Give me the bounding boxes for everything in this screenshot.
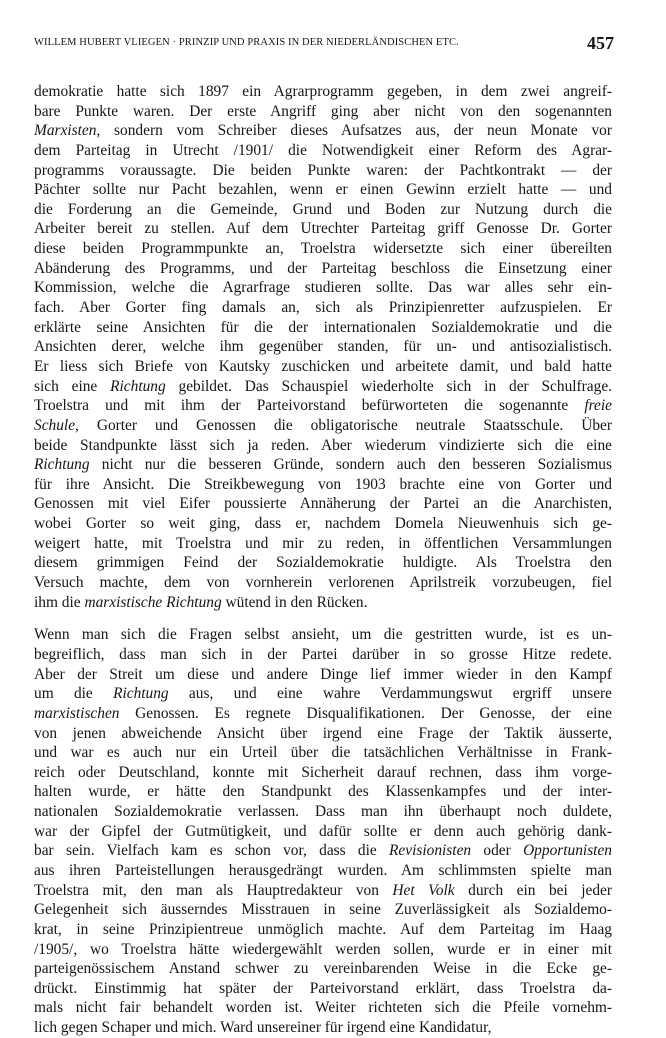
text-line: weigert hatte, mit Troelstra und mir zu reden, in öffentlichen Versammlungen <box>34 534 612 552</box>
text-line: Gelegenheit sich äusserndes Misstrauen in seine Zuverlässigkeit als Sozialdemo- <box>34 901 612 919</box>
text-line: Wenn man sich die Fragen selbst ansieht, um die gestritten wurde, ist es un- <box>34 626 612 644</box>
text-line: Arbeiter bereit zu stellen. Auf dem Utrechter Parteitag griff Genosse Dr. Gorter <box>34 220 612 238</box>
text-line: Pächter sollte nur Pacht bezahlen, wenn er einen Gewinn erzielt hatte — und <box>34 181 612 199</box>
text-line: reich oder Deutschland, konnte mit Sicherheit darauf rechnen, dass ihm vorge- <box>34 763 612 781</box>
text-line: begreiflich, dass man sich in der Partei darüber in so grosse Hitze redete. <box>34 645 612 663</box>
text-line: und war es auch nur ein Urteil über die tatsächlichen Verhältnisse in Frank- <box>34 744 612 762</box>
running-head: WILLEM HUBERT VLIEGEN · PRINZIP UND PRAXIS IN DER NIEDERLÄNDISCHEN ETC. <box>34 37 459 48</box>
emphasis: Richtung <box>34 456 90 474</box>
emphasis: Het Volk <box>392 881 455 899</box>
text-line: lich gegen Schaper und mich. Ward unsereiner für irgend eine Kandidatur, <box>34 1019 492 1037</box>
text-line: krat, in seine Prinzipientreue unmöglich machte. Auf dem Parteitag im Haag <box>34 920 612 938</box>
text-line: ihm die marxistische Richtung wütend in den Rücken. <box>34 593 368 611</box>
text-line: aus ihren Parteistellungen herausgedrängt wurden. Am schlimmsten spielte man <box>34 861 612 879</box>
text-line: marxistischen Genossen. Es regnete Disqualifikationen. Der Genosse, der eine <box>34 704 612 722</box>
paragraph-gap <box>34 612 612 625</box>
text-line: nationalen Sozialdemokratie verlassen. Dass man ihn überhaupt noch duldete, <box>34 803 612 821</box>
text-line: beide Standpunkte lässt sich ja reden. Aber wiederum vindizierte sich die eine <box>34 436 612 454</box>
emphasis: marxistischen <box>34 704 120 722</box>
text-line: um die Richtung aus, und eine wahre Verdammungswut ergriff unsere <box>34 685 612 703</box>
text-line: programms voraussagte. Die beiden Punkte waren: der Pachtkontrakt — der <box>34 161 612 179</box>
text-line: dem Parteitag in Utrecht /1901/ die Notwendigkeit einer Reform des Agrar- <box>34 141 612 159</box>
body-text <box>34 82 612 1038</box>
text-line: Richtung nicht nur die besseren Gründe, sondern auch den besseren Sozialismus <box>34 456 612 474</box>
text-line: Troelstra und mit ihm der Parteivorstand befürworteten die sogenannte freie <box>34 397 612 415</box>
text-line: für ihre Ansicht. Die Streikbewegung von 1903 brachte eine von Gorter und <box>34 475 612 493</box>
text-line: Abänderung des Programms, und der Parteitag beschloss die Einsetzung einer <box>34 259 612 277</box>
emphasis: Revisionisten <box>389 842 472 860</box>
emphasis: Richtung <box>110 377 166 395</box>
paragraph <box>34 82 612 612</box>
paragraph <box>34 625 612 1037</box>
text-line: fach. Aber Gorter fing damals an, sich als Prinzipienretter aufzuspielen. Er <box>34 299 612 317</box>
text-line: erklärte seine Ansichten für die der internationalen Sozialdemokratie und die <box>34 318 612 336</box>
text-line: /1905/, wo Troelstra hätte wiedergewählt werden sollen, wurde er in einer mit <box>34 940 612 958</box>
text-line: die Forderung an die Gemeinde, Grund und Boden zur Nutzung durch die <box>34 200 612 218</box>
emphasis: freie <box>584 397 612 415</box>
text-line: Marxisten, sondern vom Schreiber dieses Aufsatzes aus, der neun Monate vor <box>34 122 612 140</box>
text-line: Schule, Gorter und Genossen die obligatorische neutrale Staatsschule. Über <box>34 416 612 434</box>
text-line: mals nicht fair behandelt worden ist. Weiter richteten sich die Pfeile vornehm- <box>34 999 612 1017</box>
text-line: demokratie hatte sich 1897 ein Agrarprogramm gegeben, in dem zwei angreif- <box>34 83 612 100</box>
text-line: Kommission, welche die Agrarfrage studieren sollte. Das war alles sehr ein- <box>34 279 612 297</box>
emphasis: Opportunisten <box>523 842 612 860</box>
emphasis: Marxisten <box>34 122 97 140</box>
emphasis: marxistische Richtung <box>84 593 222 611</box>
text-line: halten wurde, er hätte den Standpunkt des Klassenkampfes und der inter- <box>34 783 612 801</box>
text-line: diesem grimmigen Feind der Sozialdemokratie huldigte. Als Troelstra den <box>34 554 612 572</box>
emphasis: Richtung <box>113 685 169 703</box>
text-line: bar sein. Vielfach kam es schon vor, dass die Revisionisten oder Opportunisten <box>34 842 612 860</box>
text-line: war der Gipfel der Gutmütigkeit, und dafür sollte er denn auch gehörig dank- <box>34 822 612 840</box>
text-line: drückt. Einstimmig hat später der Parteivorstand erklärt, dass Troelstra da- <box>34 979 612 997</box>
text-line: von jenen abweichende Ansicht über irgend eine Frage der Taktik äusserte, <box>34 724 612 742</box>
text-line: diese beiden Programmpunkte an, Troelstra widersetzte sich einer übereilten <box>34 240 612 258</box>
text-line: parteigenössischem Anstand schwer zu vereinbarenden Weise in die Ecke ge- <box>34 960 612 978</box>
page-header <box>34 33 614 55</box>
text-line: Troelstra mit, den man als Hauptredakteur von Het Volk durch ein bei jeder <box>34 881 612 899</box>
page-number: 457 <box>587 33 614 53</box>
text-line: wobei Gorter so weit ging, dass er, nachdem Domela Nieuwenhuis sich ge- <box>34 515 612 533</box>
text-line: Er liess sich Briefe von Kautsky zuschicken und arbeitete damit, und bald hatte <box>34 357 612 375</box>
text-line: Versuch machte, dem von vornherein verlorenen Aprilstreik vorzubeugen, fiel <box>34 574 612 592</box>
text-line: Genossen mit viel Eifer poussierte Annäherung der Partei an die Anarchisten, <box>34 495 612 513</box>
text-line: Aber der Streit um diese und andere Dinge lief immer wieder in den Kampf <box>34 665 612 683</box>
emphasis: Schule <box>34 416 76 434</box>
text-line: bare Punkte waren. Der erste Angriff ging aber nicht von den sogenannten <box>34 102 612 120</box>
text-line: sich eine Richtung gebildet. Das Schauspiel wiederholte sich in der Schulfrage. <box>34 377 612 395</box>
text-line: Ansichten derer, welche ihm gegenüber standen, für un- und antisozialistisch. <box>34 338 612 356</box>
